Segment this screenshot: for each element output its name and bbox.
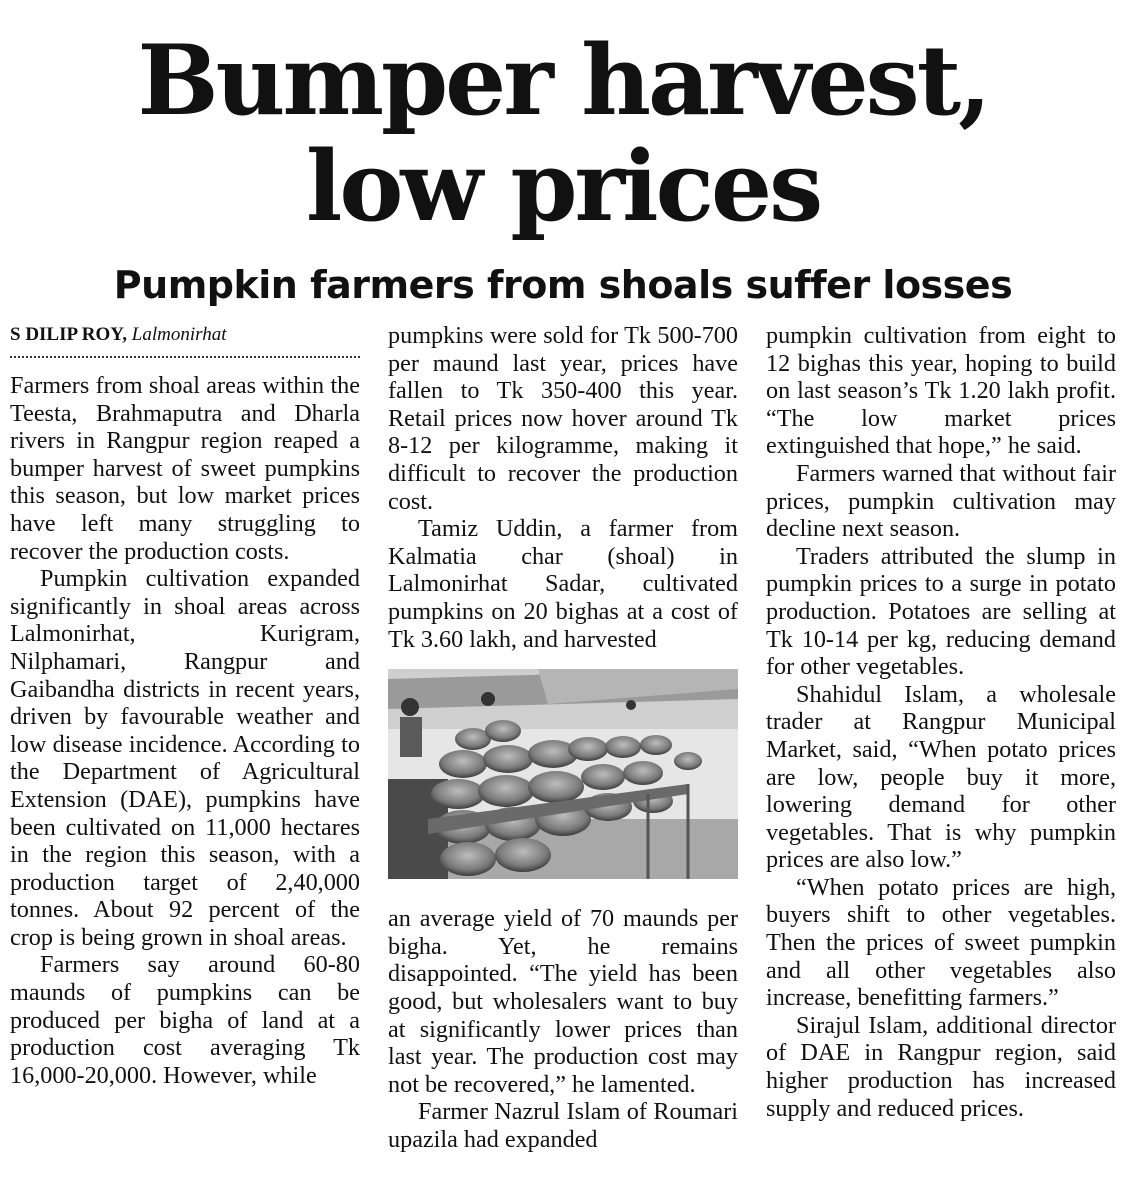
subheadline: Pumpkin farmers from shoals suffer losses: [113, 263, 1013, 307]
article-column-2: [388, 322, 738, 1153]
headline: [0, 24, 1126, 243]
paragraph: Tamiz Uddin, a farmer from Kalmatia char (shoal) in Lalmonirhat Sadar, cultivated pumpkins on 20 bighas at a cost of Tk 3.60 lakh, and harvested: [388, 515, 738, 653]
paragraph: Shahidul Islam, a wholesale trader at Rangpur Municipal Market, said, “When potato prices are low, people buy it more, lowering demand for other vegetables. That is why pumpkin prices are also low.”: [766, 680, 1116, 874]
paragraph: Farmers say around 60-80 maunds of pumpkins can be produced per bigha of land at a production cost averaging Tk 16,000-20,000. However, while: [10, 951, 360, 1089]
paragraph: Pumpkin cultivation expanded significantly in shoal areas across Lalmonirhat, Kurigram, Nilphamari, Rangpur and Gaibandha districts in recent years, driven by favourable weather and low disease incidence. According to the Department of Agricultural Extension (DAE), pumpkins have been cultivated on 11,000 hectares in the region this season, with a production target of 2,40,000 tonnes. About 92 percent of the crop is being grown in shoal areas.: [10, 565, 360, 951]
paragraph: Farmers warned that without fair prices, pumpkin cultivation may decline next season.: [766, 459, 1116, 543]
paragraph: pumpkins were sold for Tk 500-700 per maund last year, prices have fallen to Tk 350-400 this year. Retail prices now hover around Tk 8-12 per kilogramme, making it difficult to recover the production cost.: [388, 322, 738, 515]
article-column-1: [10, 322, 360, 1089]
paragraph: an average yield of 70 maunds per bigha. Yet, he remains disappointed. “The yield has been good, but wholesalers want to buy at significantly lower prices than last year. The production cost may not be recovered,” he lamented.: [388, 905, 738, 1098]
headline-line-2: low prices: [305, 130, 821, 243]
byline-author: S DILIP ROY,: [10, 324, 128, 345]
paragraph: Traders attributed the slump in pumpkin prices to a surge in potato production. Potatoes are selling at Tk 10-14 per kg, reducing demand for other vegetables.: [766, 542, 1116, 681]
paragraph: Farmer Nazrul Islam of Roumari upazila had expanded: [388, 1098, 738, 1153]
byline-location: Lalmonirhat: [131, 324, 227, 345]
pumpkin-market-photo: [388, 669, 738, 879]
article-column-3: [766, 322, 1116, 1122]
byline: [10, 322, 360, 358]
paragraph: Farmers from shoal areas within the Teesta, Brahmaputra and Dharla rivers in Rangpur region reaped a bumper harvest of sweet pumpkins this season, but low market prices have left many struggling to recover the production costs.: [10, 372, 360, 565]
headline-line-1: Bumper harvest,: [137, 24, 989, 137]
paragraph: “When potato prices are high, buyers shift to other vegetables. Then the prices of sweet pumpkin and all other vegetables also increase, benefitting farmers.”: [766, 873, 1116, 1012]
paragraph: pumpkin cultivation from eight to 12 bighas this year, hoping to build on last season’s Tk 1.20 lakh profit. “The low market prices extinguished that hope,” he said.: [766, 322, 1116, 460]
paragraph: Sirajul Islam, additional director of DAE in Rangpur region, said higher production has increased supply and reduced prices.: [766, 1011, 1116, 1122]
